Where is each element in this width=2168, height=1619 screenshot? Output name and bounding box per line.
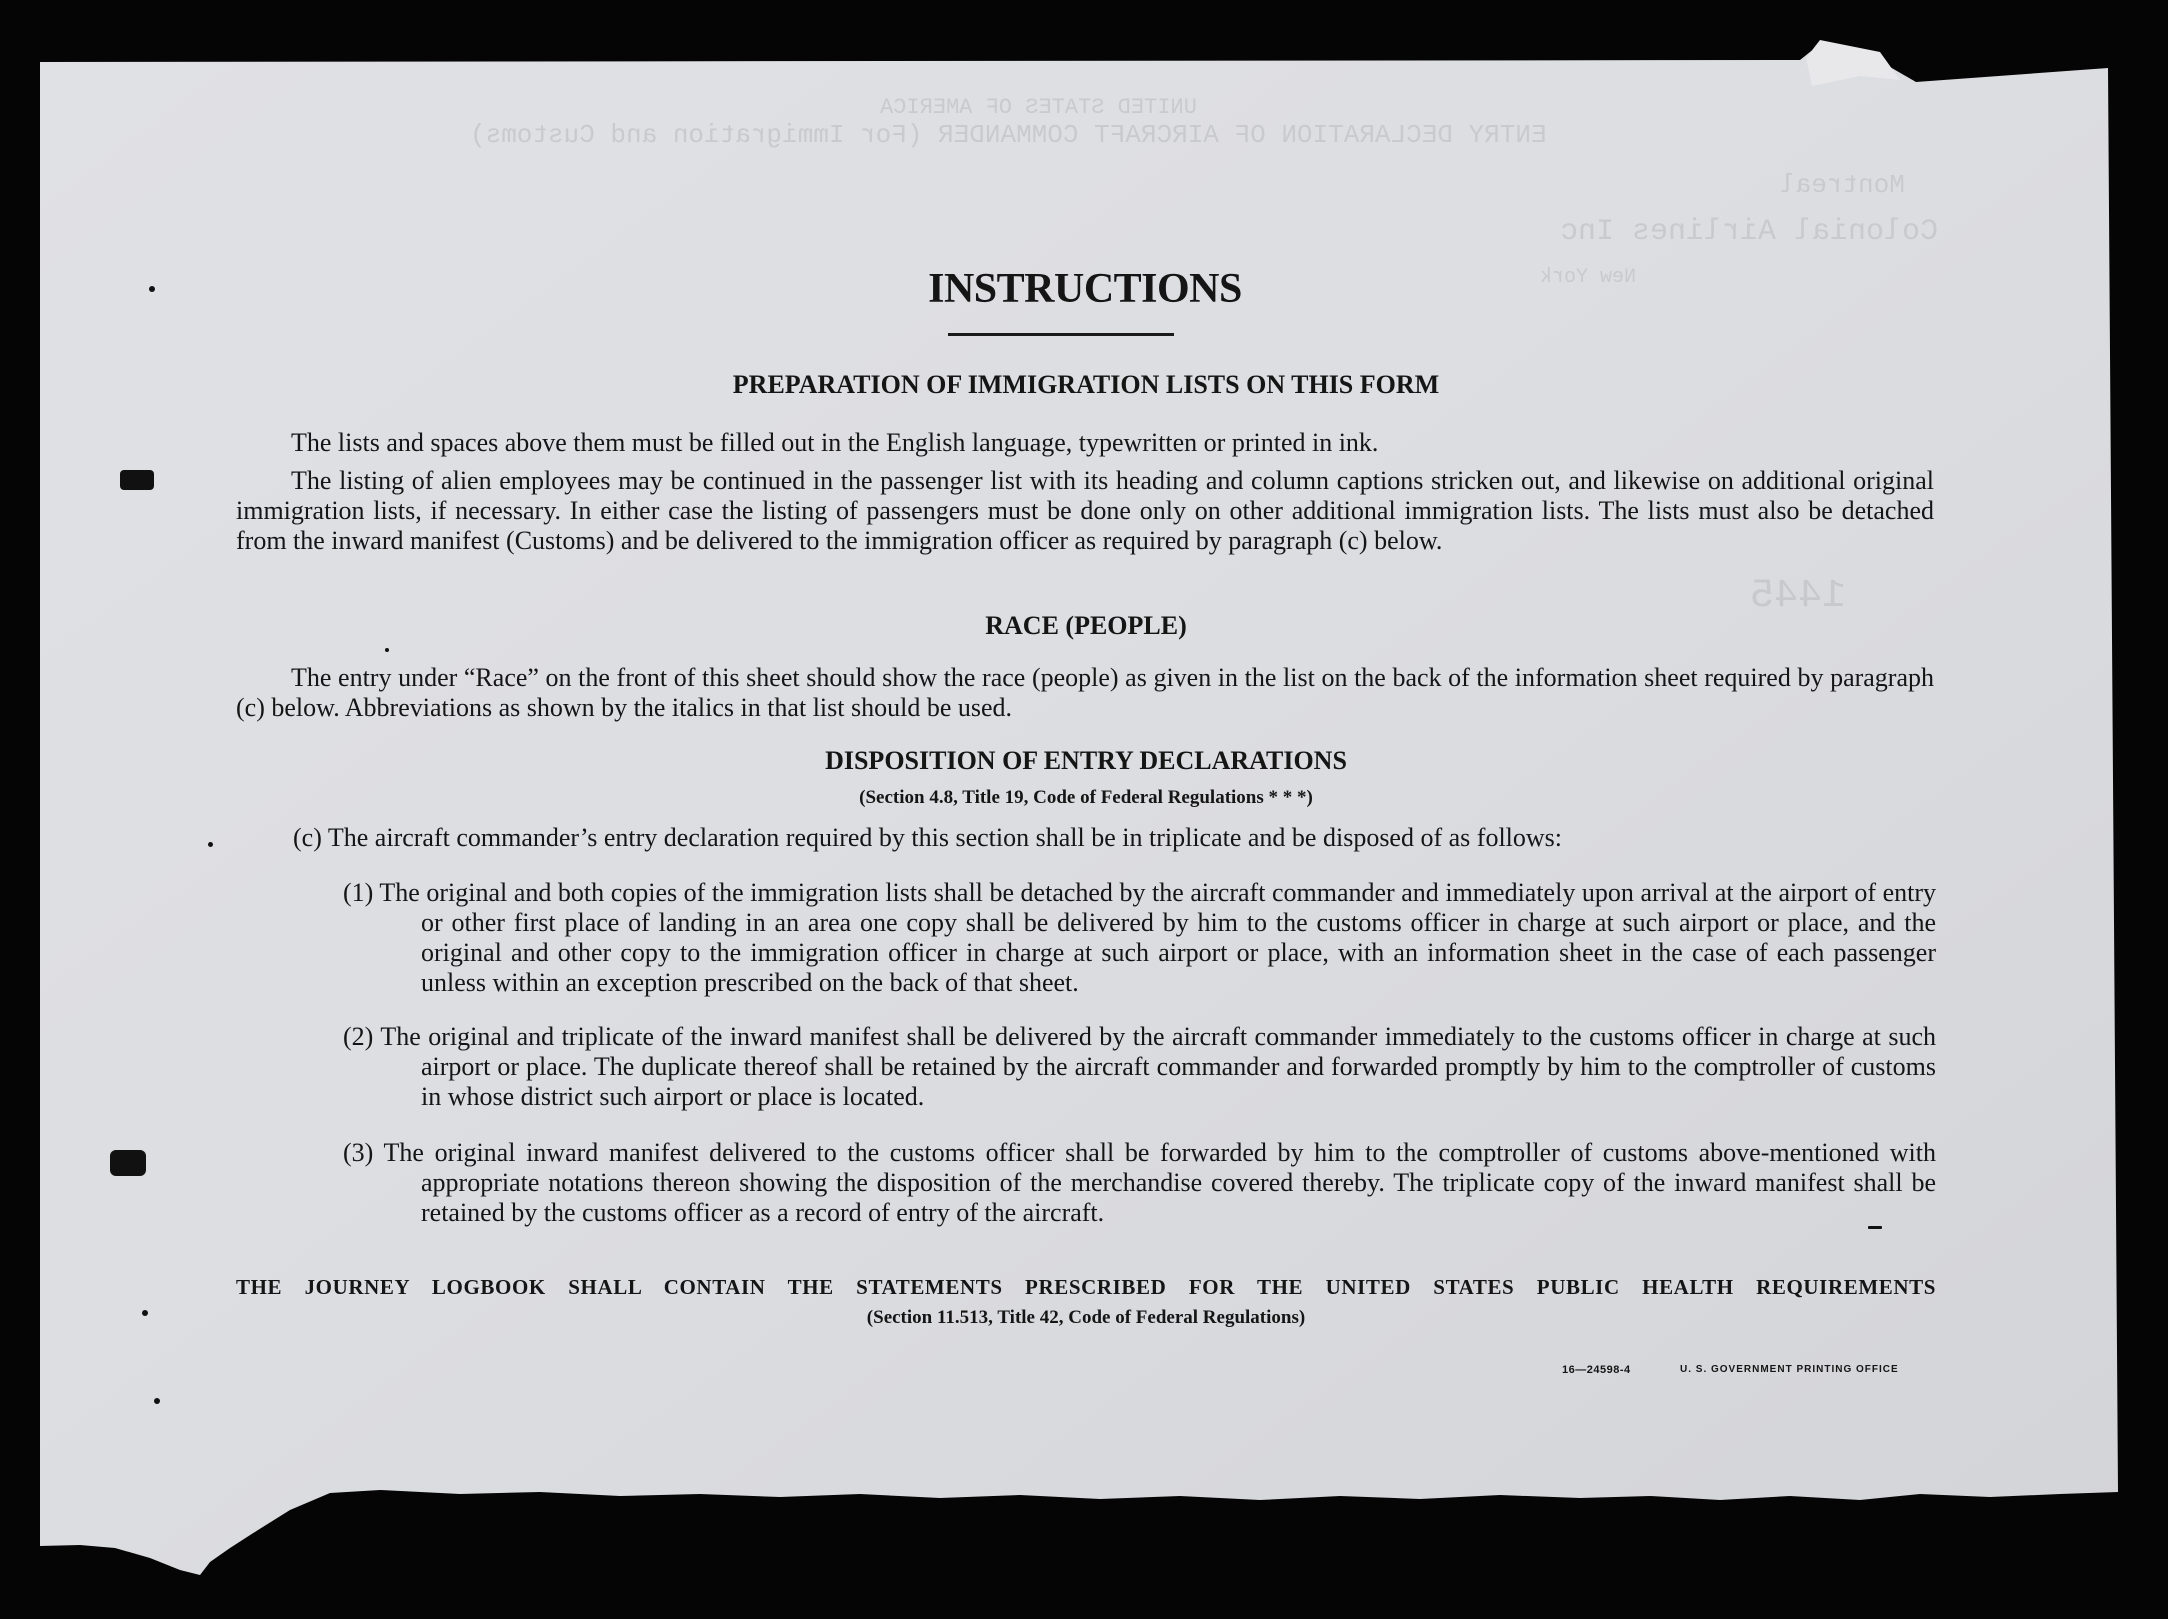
disposition-item-1: (1) The original and both copies of the immigration lists shall be detached by the aircraft commander and immediately upon arrival at the airport of entry or other first place of landing in an area one copy shall be delivered by him to the customs officer in charge at such airport or place, and the original and other copy to the immigration officer in charge at such airport or place, with an information sheet in the case of each passenger unless within an exception prescribed on the back of that sheet. bbox=[343, 878, 1936, 997]
heading-preparation: PREPARATION OF IMMIGRATION LISTS ON THIS FORM bbox=[732, 370, 1440, 399]
punch-hole-mark-1 bbox=[120, 470, 154, 490]
disposition-item-2: (2) The original and triplicate of the inward manifest shall be delivered by the aircraft commander immediately to the customs officer in charge at such airport or place. The duplicate thereof shall be retained by the aircraft commander and forwarded promptly by him to the comptroller of customs in whose district such airport or place is located. bbox=[343, 1022, 1936, 1111]
form-print-code: 16—24598-4 bbox=[1562, 1364, 1631, 1376]
dot-mark-3 bbox=[142, 1310, 148, 1316]
bleed-through-line-3: Montreal bbox=[1780, 170, 1905, 200]
page-title: INSTRUCTIONS bbox=[928, 266, 1242, 312]
heading-disposition: DISPOSITION OF ENTRY DECLARATIONS bbox=[825, 746, 1347, 775]
heading-race: RACE (PEOPLE) bbox=[985, 611, 1187, 640]
dot-mark-5 bbox=[385, 648, 389, 652]
punch-hole-mark-2 bbox=[110, 1150, 146, 1176]
disposition-subheading: (Section 4.8, Title 19, Code of Federal Regulations * * *) bbox=[859, 787, 1313, 808]
footer-statement: THE JOURNEY LOGBOOK SHALL CONTAIN THE STATEMENTS PRESCRIBED FOR THE UNITED STATES PUBLIC HEALTH REQUIREMENTS bbox=[236, 1275, 1936, 1299]
dot-mark-6 bbox=[1868, 1226, 1882, 1229]
dot-mark-2 bbox=[208, 842, 213, 847]
bleed-through-stamp: 1445 bbox=[1750, 574, 1847, 619]
bleed-through-line-5: New York bbox=[1540, 266, 1637, 289]
disposition-intro: (c) The aircraft commander’s entry declaration required by this section shall be in triplicate and be disposed of as follows: bbox=[293, 823, 1563, 852]
footer-citation: (Section 11.513, Title 42, Code of Federal Regulations) bbox=[866, 1307, 1306, 1328]
bleed-through-line-4: Colonial Airlines Inc bbox=[1560, 215, 1939, 249]
preparation-paragraph-1: The lists and spaces above them must be filled out in the English language, typewritten or printed in ink. bbox=[291, 428, 1379, 457]
title-underline bbox=[948, 333, 1174, 336]
dot-mark-1 bbox=[149, 286, 155, 292]
race-paragraph: The entry under “Race” on the front of this sheet should show the race (people) as given in the list on the back of the information sheet required by paragraph (c) below. Abbreviations as shown by the italics in that list should be used. bbox=[236, 663, 1934, 722]
bleed-through-line-2: ENTRY DECLARATION OF AIRCRAFT COMMANDER (For Immigration and Customs) bbox=[470, 120, 1547, 150]
disposition-item-3: (3) The original inward manifest delivered to the customs officer shall be forwarded by him to the comptroller of customs above-mentioned with appropriate notations thereon showing the disposition of the merchandise covered thereby. The triplicate copy of the inward manifest shall be retained by the customs officer as a record of entry of the aircraft. bbox=[343, 1138, 1936, 1227]
printing-office-credit: U. S. GOVERNMENT PRINTING OFFICE bbox=[1680, 1364, 1899, 1375]
dot-mark-4 bbox=[154, 1398, 160, 1404]
preparation-paragraph-2: The listing of alien employees may be continued in the passenger list with its heading and column captions stricken out, and likewise on additional original immigration lists, if necessary. In either case the listing of passengers must be done only on other additional immigration lists. The lists must also be detached from the inward manifest (Customs) and be delivered to the immigration officer as required by paragraph (c) below. bbox=[236, 466, 1934, 555]
bleed-through-line-1: UNITED STATES OF AMERICA bbox=[880, 95, 1197, 120]
